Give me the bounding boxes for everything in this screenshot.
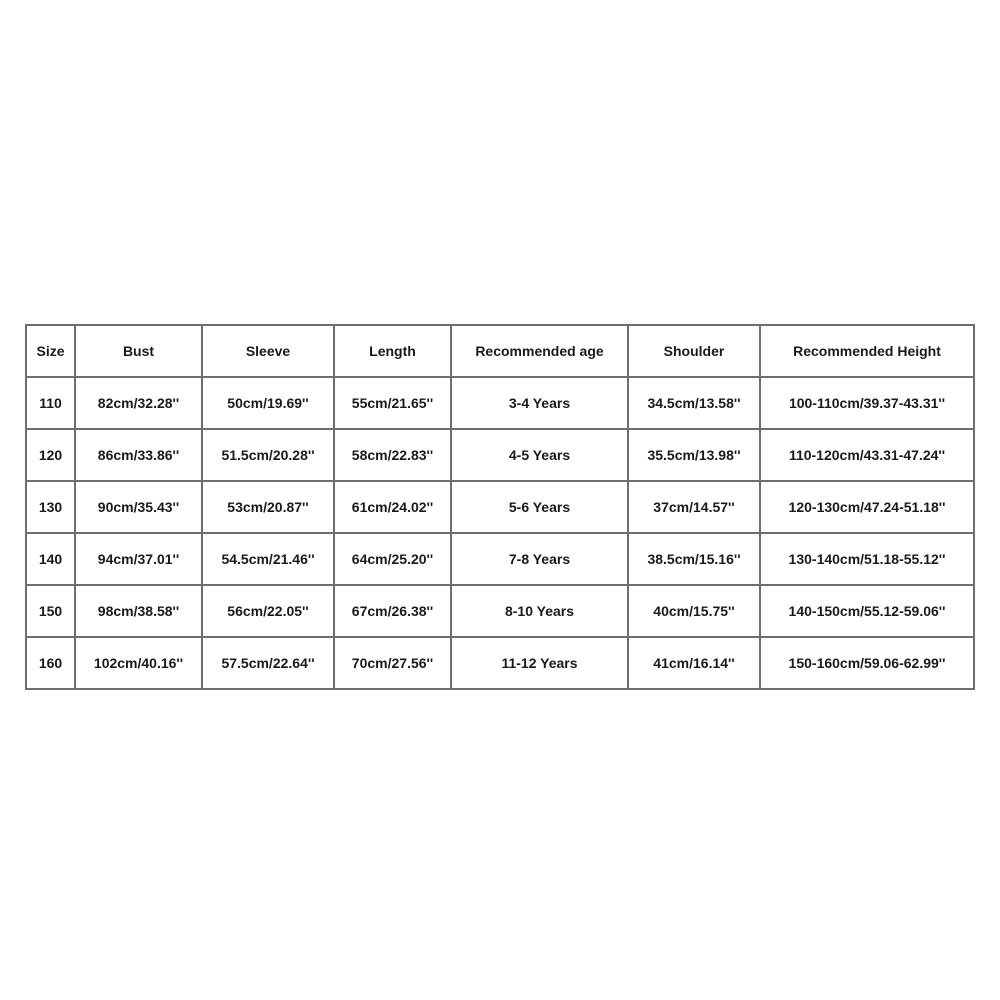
header-sleeve: Sleeve xyxy=(202,325,334,377)
header-row xyxy=(26,325,974,377)
cell-recommended-height: 140-150cm/55.12-59.06'' xyxy=(760,585,974,637)
cell-recommended-age: 8-10 Years xyxy=(451,585,628,637)
cell-recommended-height: 130-140cm/51.18-55.12'' xyxy=(760,533,974,585)
header-shoulder: Shoulder xyxy=(628,325,760,377)
table-row xyxy=(26,429,974,481)
cell-size: 160 xyxy=(26,637,75,689)
header-bust: Bust xyxy=(75,325,202,377)
cell-shoulder: 35.5cm/13.98'' xyxy=(628,429,760,481)
cell-sleeve: 50cm/19.69'' xyxy=(202,377,334,429)
cell-length: 55cm/21.65'' xyxy=(334,377,451,429)
table-row xyxy=(26,481,974,533)
cell-length: 61cm/24.02'' xyxy=(334,481,451,533)
header-recommended-height: Recommended Height xyxy=(760,325,974,377)
header-recommended-age: Recommended age xyxy=(451,325,628,377)
cell-bust: 86cm/33.86'' xyxy=(75,429,202,481)
cell-recommended-age: 4-5 Years xyxy=(451,429,628,481)
cell-bust: 90cm/35.43'' xyxy=(75,481,202,533)
cell-shoulder: 41cm/16.14'' xyxy=(628,637,760,689)
cell-recommended-height: 150-160cm/59.06-62.99'' xyxy=(760,637,974,689)
cell-recommended-age: 5-6 Years xyxy=(451,481,628,533)
cell-length: 64cm/25.20'' xyxy=(334,533,451,585)
cell-recommended-age: 11-12 Years xyxy=(451,637,628,689)
cell-size: 110 xyxy=(26,377,75,429)
cell-size: 130 xyxy=(26,481,75,533)
cell-shoulder: 37cm/14.57'' xyxy=(628,481,760,533)
cell-size: 120 xyxy=(26,429,75,481)
cell-bust: 102cm/40.16'' xyxy=(75,637,202,689)
cell-recommended-height: 120-130cm/47.24-51.18'' xyxy=(760,481,974,533)
cell-size: 150 xyxy=(26,585,75,637)
cell-size: 140 xyxy=(26,533,75,585)
cell-sleeve: 54.5cm/21.46'' xyxy=(202,533,334,585)
cell-length: 58cm/22.83'' xyxy=(334,429,451,481)
table-row xyxy=(26,533,974,585)
cell-bust: 98cm/38.58'' xyxy=(75,585,202,637)
cell-sleeve: 53cm/20.87'' xyxy=(202,481,334,533)
table-row xyxy=(26,637,974,689)
cell-shoulder: 40cm/15.75'' xyxy=(628,585,760,637)
cell-recommended-height: 100-110cm/39.37-43.31'' xyxy=(760,377,974,429)
cell-length: 70cm/27.56'' xyxy=(334,637,451,689)
header-size: Size xyxy=(26,325,75,377)
cell-recommended-age: 7-8 Years xyxy=(451,533,628,585)
cell-sleeve: 56cm/22.05'' xyxy=(202,585,334,637)
cell-bust: 94cm/37.01'' xyxy=(75,533,202,585)
cell-bust: 82cm/32.28'' xyxy=(75,377,202,429)
cell-sleeve: 57.5cm/22.64'' xyxy=(202,637,334,689)
cell-recommended-height: 110-120cm/43.31-47.24'' xyxy=(760,429,974,481)
header-length: Length xyxy=(334,325,451,377)
size-chart-table xyxy=(25,324,975,690)
cell-sleeve: 51.5cm/20.28'' xyxy=(202,429,334,481)
cell-recommended-age: 3-4 Years xyxy=(451,377,628,429)
cell-shoulder: 34.5cm/13.58'' xyxy=(628,377,760,429)
table-row xyxy=(26,377,974,429)
cell-length: 67cm/26.38'' xyxy=(334,585,451,637)
cell-shoulder: 38.5cm/15.16'' xyxy=(628,533,760,585)
table-row xyxy=(26,585,974,637)
